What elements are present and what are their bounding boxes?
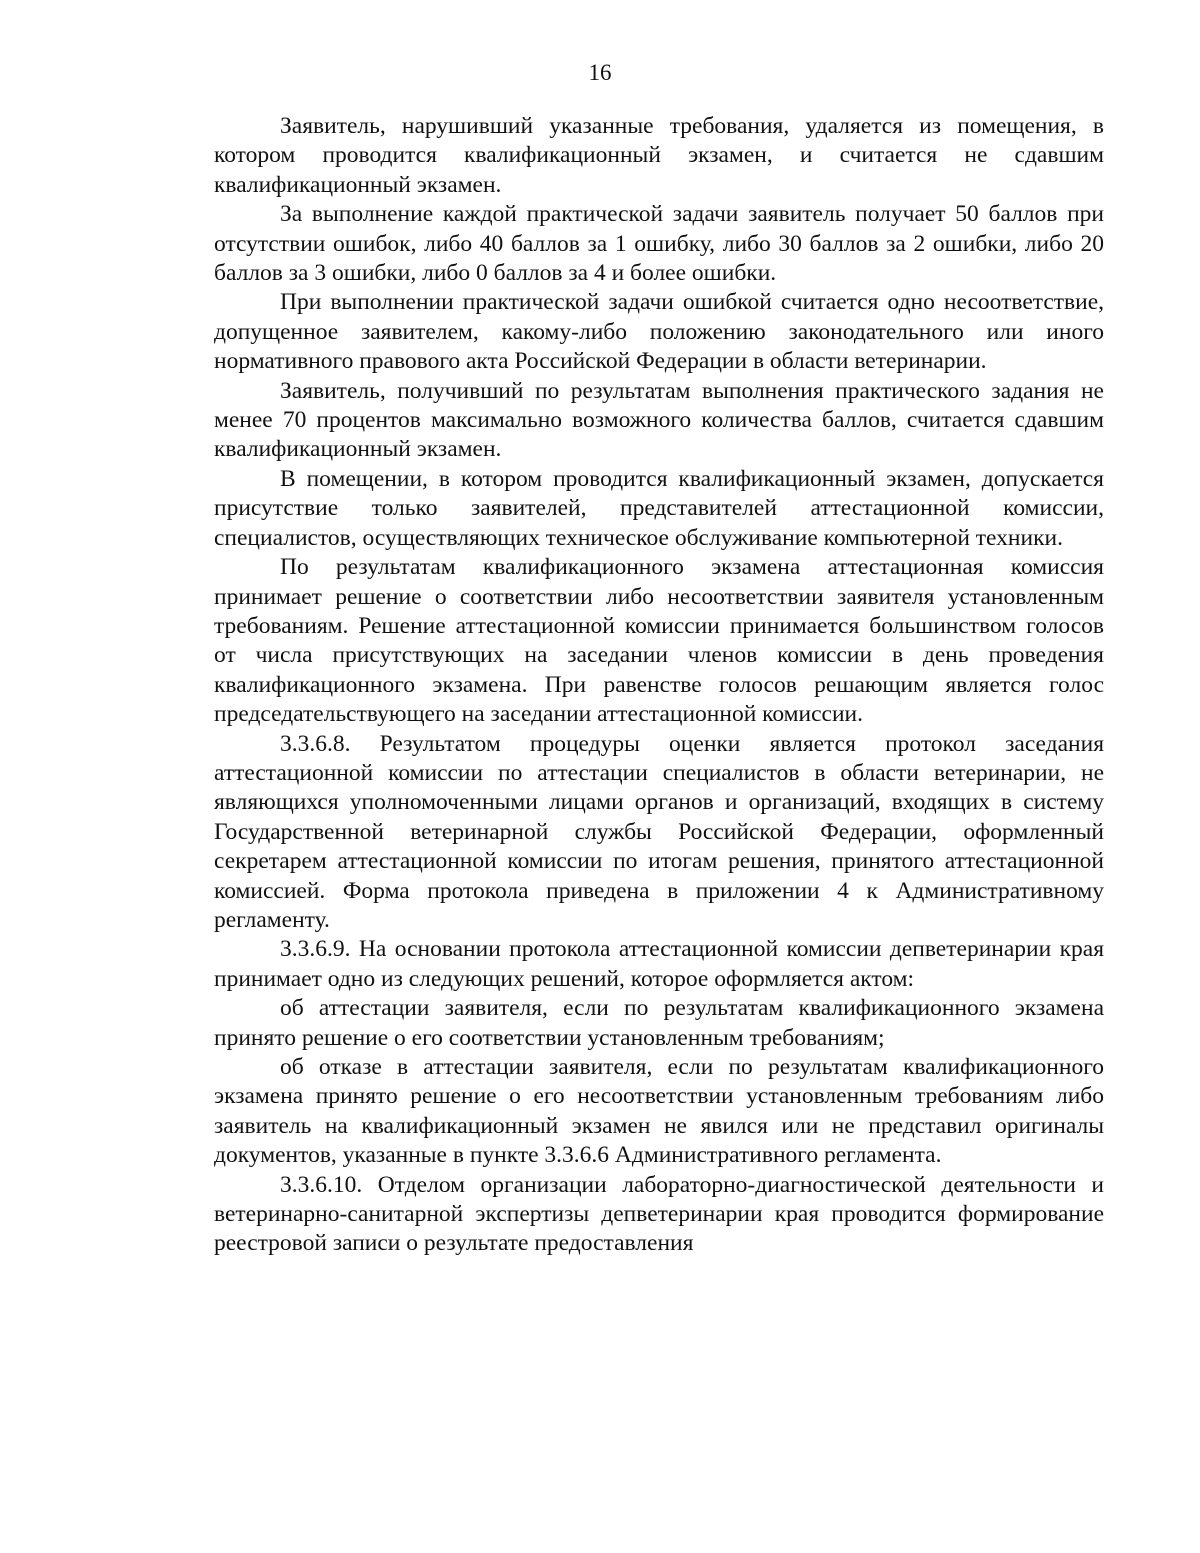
paragraph-pass-threshold: Заявитель, получивший по результатам выполнения практического задания не менее 70 процентов максимально возможного количества баллов, считается сдавшим квалификационный экзамен. (214, 377, 1104, 463)
paragraph-error-definition: При выполнении практической задачи ошибкой считается одно несоответствие, допущенное заявителем, какому-либо положению законодательного или иного нормативного правового акта Российской Федерации в области ветеринарии. (214, 289, 1104, 375)
paragraph-applicant-removal: Заявитель, нарушивший указанные требования, удаляется из помещения, в котором проводится квалификационный экзамен, и считается не сдавшим квалификационный экзамен. (214, 113, 1104, 198)
paragraph-3-3-6-10: 3.3.6.10. Отделом организации лабораторно-диагностической деятельности и ветеринарно-санитарной экспертизы депветеринарии края проводится формирование реестровой записи о результате предоставления (214, 1171, 1104, 1257)
paragraph-3-3-6-9: 3.3.6.9. На основании протокола аттестационной комиссии депветеринарии края принимает одно из следующих решений, которое оформляется актом: (214, 936, 1104, 992)
document-body (214, 112, 1104, 1259)
paragraph-commission-decision: По результатам квалификационного экзамена аттестационная комиссия принимает решение о соответствии либо несоответствии заявителя установленным требованиям. Решение аттестационной комиссии принимается большинством голосов от числа присутствующих на заседании членов комиссии в день проведения квалификационного экзамена. При равенстве голосов решающим является голос председательствующего на заседании аттестационной комиссии. (214, 554, 1104, 728)
paragraph-3-3-6-8: 3.3.6.8. Результатом процедуры оценки является протокол заседания аттестационной комиссии по аттестации специалистов в области ветеринарии, не являющихся уполномоченными лицами органов и организаций, входящих в систему Государственной ветеринарной службы Российской Федерации, оформленный секретарем аттестационной комиссии по итогам решения, принятого аттестационной комиссией. Форма протокола приведена в приложении 4 к Административному регламенту. (214, 730, 1104, 933)
paragraph-scoring: За выполнение каждой практической задачи заявитель получает 50 баллов при отсутствии ошибок, либо 40 баллов за 1 ошибку, либо 30 баллов за 2 ошибки, либо 20 баллов за 3 ошибки, либо 0 баллов за 4 и более ошибки. (214, 201, 1104, 287)
paragraph-attestation-granted: об аттестации заявителя, если по результатам квалификационного экзамена принято решение о его соответствии установленным требованиям; (214, 995, 1104, 1051)
paragraph-room-attendance: В помещении, в котором проводится квалификационный экзамен, допускается присутствие только заявителей, представителей аттестационной комиссии, специалистов, осуществляющих техническое обслуживание компьютерной техники. (214, 465, 1104, 551)
paragraph-attestation-refused: об отказе в аттестации заявителя, если по результатам квалификационного экзамена принято решение о его несоответствии установленным требованиям либо заявитель на квалификационный экзамен не явился или не представил оригиналы документов, указанные в пункте 3.3.6.6 Административного регламента. (214, 1054, 1104, 1169)
page-number: 16 (588, 60, 612, 85)
